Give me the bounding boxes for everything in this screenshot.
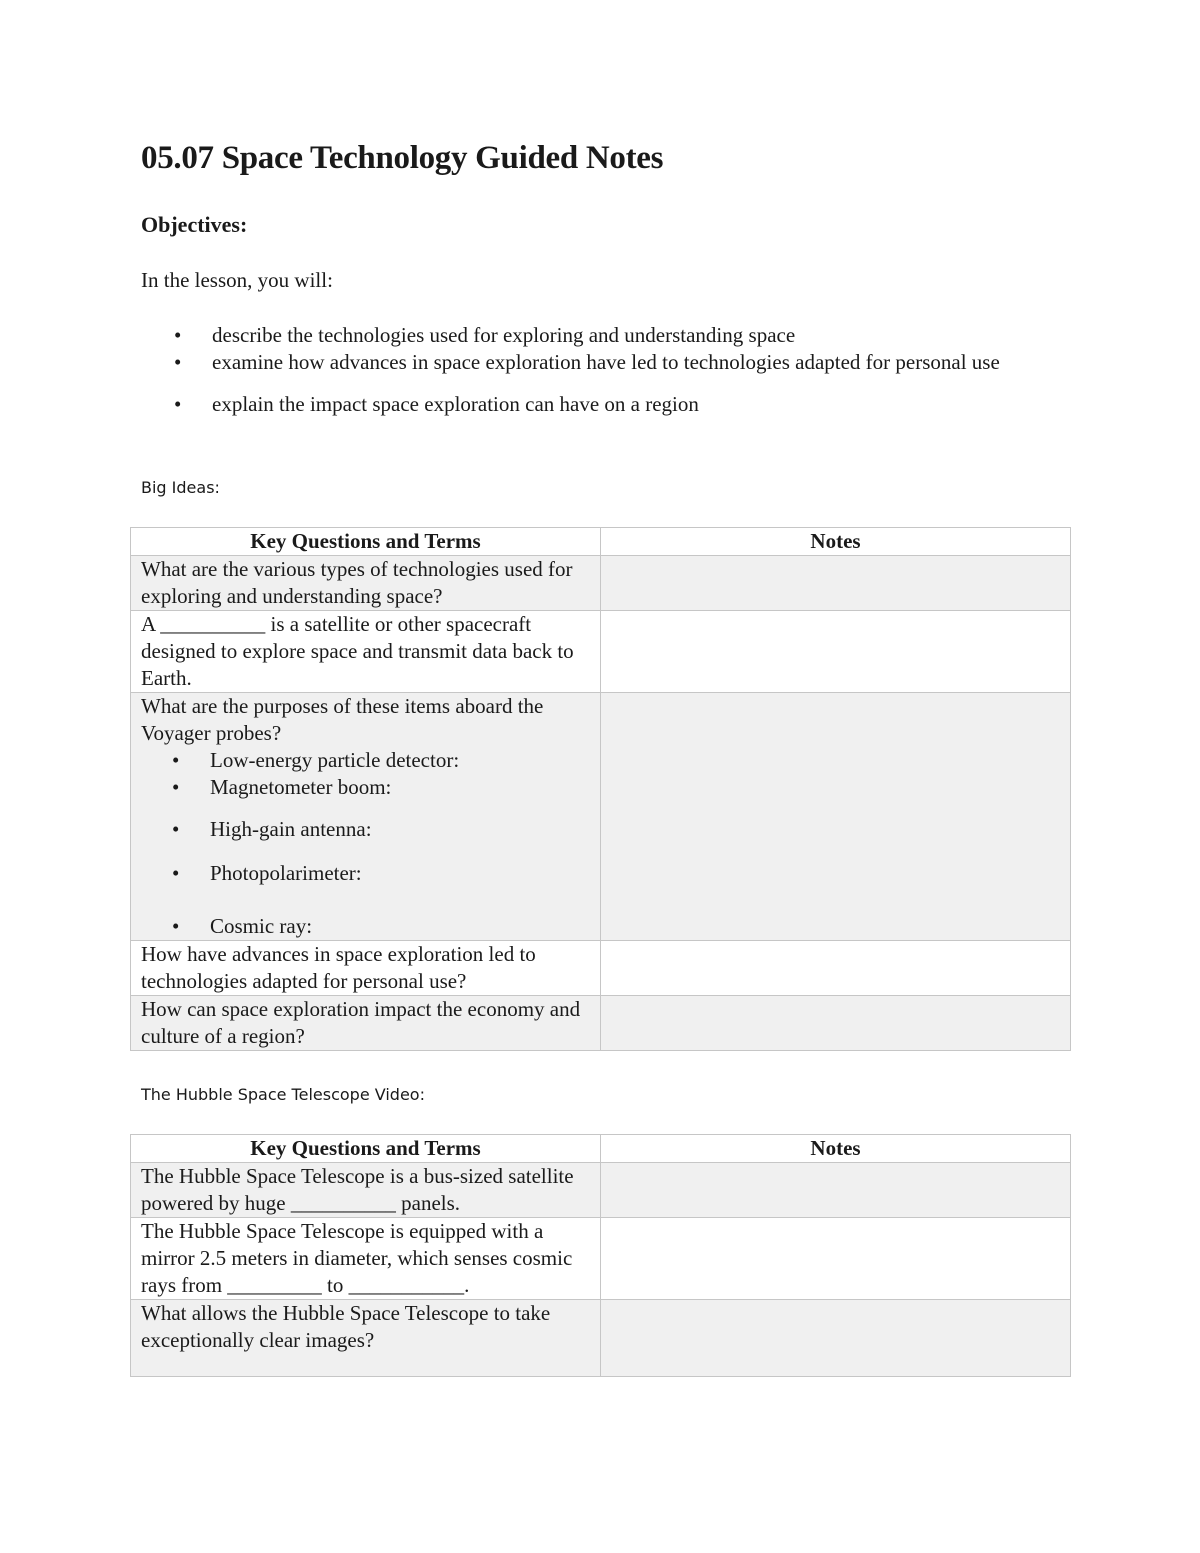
voyager-question: What are the purposes of these items aboard the Voyager probes? — [141, 694, 544, 745]
objective-item: • examine how advances in space exploration have led to technologies adapted for personal use — [141, 349, 1081, 376]
question-cell: How have advances in space exploration led to technologies adapted for personal use? — [131, 941, 601, 996]
question-cell — [131, 693, 601, 941]
column-header-questions: Key Questions and Terms — [131, 1135, 601, 1163]
table-row — [131, 611, 1071, 693]
voyager-item: • High-gain antenna: — [141, 816, 590, 843]
table-header-row — [131, 1135, 1071, 1163]
question-cell: How can space exploration impact the economy and culture of a region? — [131, 996, 601, 1051]
voyager-items-list — [141, 747, 590, 940]
voyager-item: • Photopolarimeter: — [141, 860, 590, 887]
question-cell: The Hubble Space Telescope is a bus-sized satellite powered by huge __________ panels. — [131, 1163, 601, 1218]
table-row — [131, 941, 1071, 996]
notes-cell[interactable] — [601, 556, 1071, 611]
hubble-video-label: The Hubble Space Telescope Video: — [141, 1085, 425, 1104]
column-header-notes: Notes — [601, 528, 1071, 556]
intro-text: In the lesson, you will: — [141, 268, 333, 292]
notes-cell[interactable] — [601, 1218, 1071, 1300]
question-cell: The Hubble Space Telescope is equipped with a mirror 2.5 meters in diameter, which senses cosmic rays from _________ to ___________. — [131, 1218, 601, 1300]
objective-item: • describe the technologies used for exploring and understanding space — [141, 322, 1081, 349]
voyager-item: • Magnetometer boom: — [141, 774, 590, 801]
column-header-notes: Notes — [601, 1135, 1071, 1163]
notes-cell[interactable] — [601, 1300, 1071, 1377]
question-cell: A __________ is a satellite or other spacecraft designed to explore space and transmit data back to Earth. — [131, 611, 601, 693]
table-row — [131, 1300, 1071, 1377]
question-cell: What are the various types of technologies used for exploring and understanding space? — [131, 556, 601, 611]
hubble-table — [130, 1134, 1071, 1377]
objectives-heading: Objectives: — [141, 212, 248, 237]
big-ideas-table — [130, 527, 1071, 1051]
notes-cell[interactable] — [601, 941, 1071, 996]
voyager-item: • Low-energy particle detector: — [141, 747, 590, 774]
page-title: 05.07 Space Technology Guided Notes — [141, 140, 664, 176]
column-header-questions: Key Questions and Terms — [131, 528, 601, 556]
table-row — [131, 996, 1071, 1051]
table-row — [131, 1218, 1071, 1300]
table-row — [131, 1163, 1071, 1218]
big-ideas-label: Big Ideas: — [141, 478, 220, 497]
table-row — [131, 556, 1071, 611]
table-header-row — [131, 528, 1071, 556]
question-cell: What allows the Hubble Space Telescope to take exceptionally clear images? — [131, 1300, 601, 1377]
notes-cell[interactable] — [601, 693, 1071, 941]
notes-cell[interactable] — [601, 611, 1071, 693]
table-row — [131, 693, 1071, 941]
notes-cell[interactable] — [601, 996, 1071, 1051]
objectives-list — [141, 322, 1081, 418]
objective-item: • explain the impact space exploration can have on a region — [141, 391, 1081, 418]
voyager-item: • Cosmic ray: — [141, 913, 590, 940]
notes-cell[interactable] — [601, 1163, 1071, 1218]
